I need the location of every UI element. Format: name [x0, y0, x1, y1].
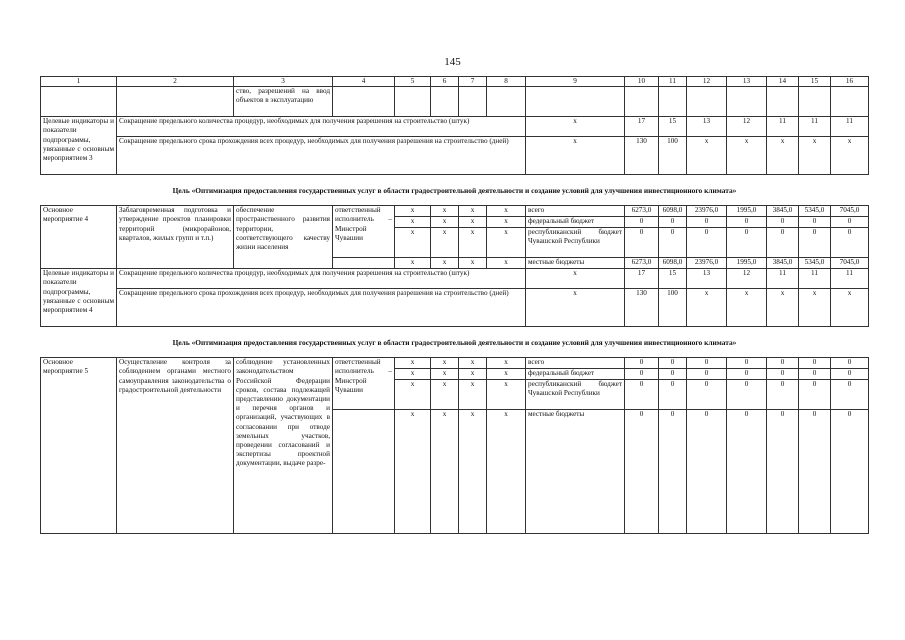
funding-value: 5345,0: [799, 206, 831, 217]
indicator-text: Сокращение предельного срока прохождения всех процедур, необходимых для получения разрешения на строительство (дней): [117, 137, 526, 175]
indicator-mark: х: [526, 137, 625, 175]
measure-description: Заблаговременная подготовка и утверждение проектов планировки территорий (микрорайонов, кварталов, жилых групп и т.п.): [117, 206, 234, 269]
header-cell: 9: [526, 77, 625, 87]
funding-value: 0: [799, 380, 831, 410]
funding-value: 0: [799, 358, 831, 369]
funding-source: местные бюджеты: [526, 258, 625, 269]
table-cell: [395, 87, 431, 117]
code-cell: х: [395, 258, 431, 269]
funding-value: 0: [767, 358, 799, 369]
indicator-text: Сокращение предельного количества процедур, необходимых для получения разрешения на строительство (штук): [117, 117, 526, 137]
table-cell: [526, 87, 625, 117]
indicator-value: х: [687, 137, 727, 175]
table-cell: [767, 87, 799, 117]
funding-row: [41, 206, 869, 217]
header-cell: 1: [41, 77, 117, 87]
funding-value: 0: [659, 410, 687, 534]
continuation-row: [41, 87, 869, 117]
code-cell: х: [395, 217, 431, 228]
table-cell: [687, 87, 727, 117]
funding-source: республиканский бюджет Чувашской Республики: [526, 380, 625, 410]
funding-value: 0: [625, 410, 659, 534]
funding-value: 0: [687, 369, 727, 380]
table-cell: [333, 258, 395, 269]
code-cell: х: [487, 358, 526, 369]
indicator-value: 13: [687, 117, 727, 137]
page-number: 145: [444, 56, 461, 68]
funding-value: 6273,0: [625, 206, 659, 217]
measure-result: соблюдение установленных законодательством Российской Федерации сроков, состава подлежащей представлению документации и перечня органов и организаций, участвующих в согласовании при отводе земельных участков, проведении согласований и экспертизы проектной документации, выдаче разре-: [234, 358, 333, 534]
indicator-value: х: [767, 289, 799, 327]
funding-value: 5345,0: [799, 258, 831, 269]
code-cell: х: [431, 217, 459, 228]
table-cell: [831, 87, 869, 117]
indicator-value: х: [799, 137, 831, 175]
goal-row: [41, 333, 869, 351]
code-cell: х: [459, 410, 487, 534]
header-cell: 15: [799, 77, 831, 87]
table-cell: [625, 87, 659, 117]
funding-source: федеральный бюджет: [526, 369, 625, 380]
table-cell: [459, 87, 487, 117]
code-cell: х: [431, 258, 459, 269]
funding-value: 0: [625, 380, 659, 410]
indicator-value: 17: [625, 269, 659, 289]
table-cell: [659, 87, 687, 117]
indicator-mark: х: [526, 117, 625, 137]
indicator-value: х: [831, 289, 869, 327]
funding-value: 3845,0: [767, 206, 799, 217]
table-cell: [727, 87, 767, 117]
indicator-mark: х: [526, 269, 625, 289]
code-cell: х: [431, 206, 459, 217]
code-cell: х: [395, 410, 431, 534]
funding-value: 0: [799, 410, 831, 534]
measure-description: Осуществление контроля за соблюдением органами местного самоуправления законодательства о градостроительной деятельности: [117, 358, 234, 534]
funding-value: 6273,0: [625, 258, 659, 269]
indicator-row: [41, 269, 869, 289]
funding-value: 0: [659, 228, 687, 258]
code-cell: х: [487, 206, 526, 217]
header-cell: 3: [234, 77, 333, 87]
funding-value: 0: [625, 228, 659, 258]
indicator-value: 12: [727, 117, 767, 137]
table-cell: [431, 87, 459, 117]
measure-name: Основное мероприятие 4: [41, 206, 117, 269]
funding-source: всего: [526, 206, 625, 217]
funding-value: 7045,0: [831, 258, 869, 269]
indicator-value: х: [687, 289, 727, 327]
funding-value: 0: [727, 217, 767, 228]
header-cell: 12: [687, 77, 727, 87]
table-cell: [117, 87, 234, 117]
code-cell: х: [395, 358, 431, 369]
funding-value: 0: [625, 217, 659, 228]
funding-value: 6098,0: [659, 258, 687, 269]
table-cell: [333, 87, 395, 117]
indicator-value: х: [727, 289, 767, 327]
code-cell: х: [459, 369, 487, 380]
funding-value: 0: [799, 228, 831, 258]
indicator-value: х: [831, 137, 869, 175]
indicator-value: х: [727, 137, 767, 175]
indicator-label: Целевые индикаторы и показатели подпрограммы, увязанные с основным мероприятием 4: [41, 269, 117, 327]
header-cell: 2: [117, 77, 234, 87]
header-cell: 11: [659, 77, 687, 87]
code-cell: х: [487, 410, 526, 534]
code-cell: х: [459, 358, 487, 369]
funding-source: всего: [526, 358, 625, 369]
result-cell: ство, разрешений на ввод объектов в эксплуатацию: [234, 87, 333, 117]
code-cell: х: [487, 369, 526, 380]
funding-source: республиканский бюджет Чувашской Республики: [526, 228, 625, 258]
header-cell: 10: [625, 77, 659, 87]
code-cell: х: [487, 228, 526, 258]
goal-row: [41, 181, 869, 199]
funding-value: 0: [831, 369, 869, 380]
funding-value: 1995,0: [727, 206, 767, 217]
indicator-row: [41, 289, 869, 327]
header-row: [41, 77, 869, 87]
code-cell: х: [431, 410, 459, 534]
indicator-value: 11: [831, 269, 869, 289]
measure-executor: ответственный исполнитель – Минстрой Чувашии: [333, 358, 395, 410]
funding-value: 0: [831, 228, 869, 258]
indicator-value: х: [799, 289, 831, 327]
measure-result: обеспечение пространственного развития территории, соответствующего качеству жизни населения: [234, 206, 333, 269]
funding-value: 0: [687, 228, 727, 258]
funding-value: 0: [727, 380, 767, 410]
indicator-value: 12: [727, 269, 767, 289]
code-cell: х: [395, 228, 431, 258]
funding-value: 0: [799, 369, 831, 380]
indicator-value: 130: [625, 137, 659, 175]
funding-source: федеральный бюджет: [526, 217, 625, 228]
funding-value: 0: [687, 217, 727, 228]
funding-value: 3845,0: [767, 258, 799, 269]
header-cell: 5: [395, 77, 431, 87]
table-cell: [333, 410, 395, 534]
funding-value: 23976,0: [687, 258, 727, 269]
indicator-value: 17: [625, 117, 659, 137]
header-cell: 8: [487, 77, 526, 87]
funding-value: 0: [659, 369, 687, 380]
goal-title: Цель «Оптимизация предоставления государственных услуг в области градостроительной деятельности и создание условий для улучшения инвестиционного климата»: [172, 185, 737, 195]
indicator-text: Сокращение предельного срока прохождения всех процедур, необходимых для получения разрешения на строительство (дней): [117, 289, 526, 327]
indicator-label: Целевые индикаторы и показатели подпрограммы, увязанные с основным мероприятием 3: [41, 117, 117, 175]
indicator-value: 13: [687, 269, 727, 289]
code-cell: х: [431, 369, 459, 380]
funding-value: 0: [727, 358, 767, 369]
indicator-value: 11: [799, 269, 831, 289]
program-table: [40, 76, 869, 534]
table-cell: [799, 87, 831, 117]
table-cell: [41, 87, 117, 117]
code-cell: х: [487, 217, 526, 228]
code-cell: х: [395, 206, 431, 217]
indicator-value: 100: [659, 289, 687, 327]
indicator-row: [41, 117, 869, 137]
funding-value: 0: [831, 358, 869, 369]
funding-value: 7045,0: [831, 206, 869, 217]
code-cell: х: [395, 369, 431, 380]
funding-value: 0: [687, 410, 727, 534]
header-cell: 16: [831, 77, 869, 87]
indicator-value: 11: [831, 117, 869, 137]
indicator-value: 11: [767, 269, 799, 289]
funding-value: 0: [767, 369, 799, 380]
funding-value: 0: [767, 217, 799, 228]
funding-value: 0: [659, 358, 687, 369]
indicator-value: 11: [799, 117, 831, 137]
funding-value: 0: [687, 358, 727, 369]
table-cell: [487, 87, 526, 117]
code-cell: х: [487, 380, 526, 410]
header-cell: 13: [727, 77, 767, 87]
funding-value: 0: [767, 410, 799, 534]
code-cell: х: [459, 217, 487, 228]
goal-title: Цель «Оптимизация предоставления государственных услуг в области градостроительной деятельности и создание условий для улучшения инвестиционного климата»: [172, 337, 737, 347]
funding-value: 0: [767, 380, 799, 410]
indicator-value: 100: [659, 137, 687, 175]
indicator-value: х: [767, 137, 799, 175]
funding-value: 0: [831, 217, 869, 228]
code-cell: х: [431, 228, 459, 258]
code-cell: х: [431, 380, 459, 410]
indicator-row: [41, 137, 869, 175]
header-cell: 14: [767, 77, 799, 87]
code-cell: х: [459, 228, 487, 258]
funding-value: 0: [659, 217, 687, 228]
header-cell: 4: [333, 77, 395, 87]
funding-value: 0: [625, 358, 659, 369]
indicator-value: 11: [767, 117, 799, 137]
funding-value: 0: [831, 380, 869, 410]
funding-value: 0: [727, 369, 767, 380]
funding-value: 0: [687, 380, 727, 410]
funding-value: 0: [659, 380, 687, 410]
funding-value: 6098,0: [659, 206, 687, 217]
funding-value: 0: [625, 369, 659, 380]
funding-value: 0: [767, 228, 799, 258]
indicator-value: 15: [659, 269, 687, 289]
code-cell: х: [487, 258, 526, 269]
code-cell: х: [459, 380, 487, 410]
indicator-text: Сокращение предельного количества процедур, необходимых для получения разрешения на строительство (штук): [117, 269, 526, 289]
indicator-value: 15: [659, 117, 687, 137]
measure-name: Основное мероприятие 5: [41, 358, 117, 534]
funding-value: 0: [727, 228, 767, 258]
code-cell: х: [431, 358, 459, 369]
header-cell: 6: [431, 77, 459, 87]
code-cell: х: [459, 206, 487, 217]
indicator-value: 130: [625, 289, 659, 327]
funding-source: местные бюджеты: [526, 410, 625, 534]
funding-value: 0: [799, 217, 831, 228]
code-cell: х: [395, 380, 431, 410]
code-cell: х: [459, 258, 487, 269]
measure-executor: ответственный исполнитель – Минстрой Чувашии: [333, 206, 395, 258]
indicator-mark: х: [526, 289, 625, 327]
funding-value: 0: [831, 410, 869, 534]
funding-value: 0: [727, 410, 767, 534]
funding-value: 1995,0: [727, 258, 767, 269]
funding-value: 23976,0: [687, 206, 727, 217]
funding-row: [41, 358, 869, 369]
header-cell: 7: [459, 77, 487, 87]
